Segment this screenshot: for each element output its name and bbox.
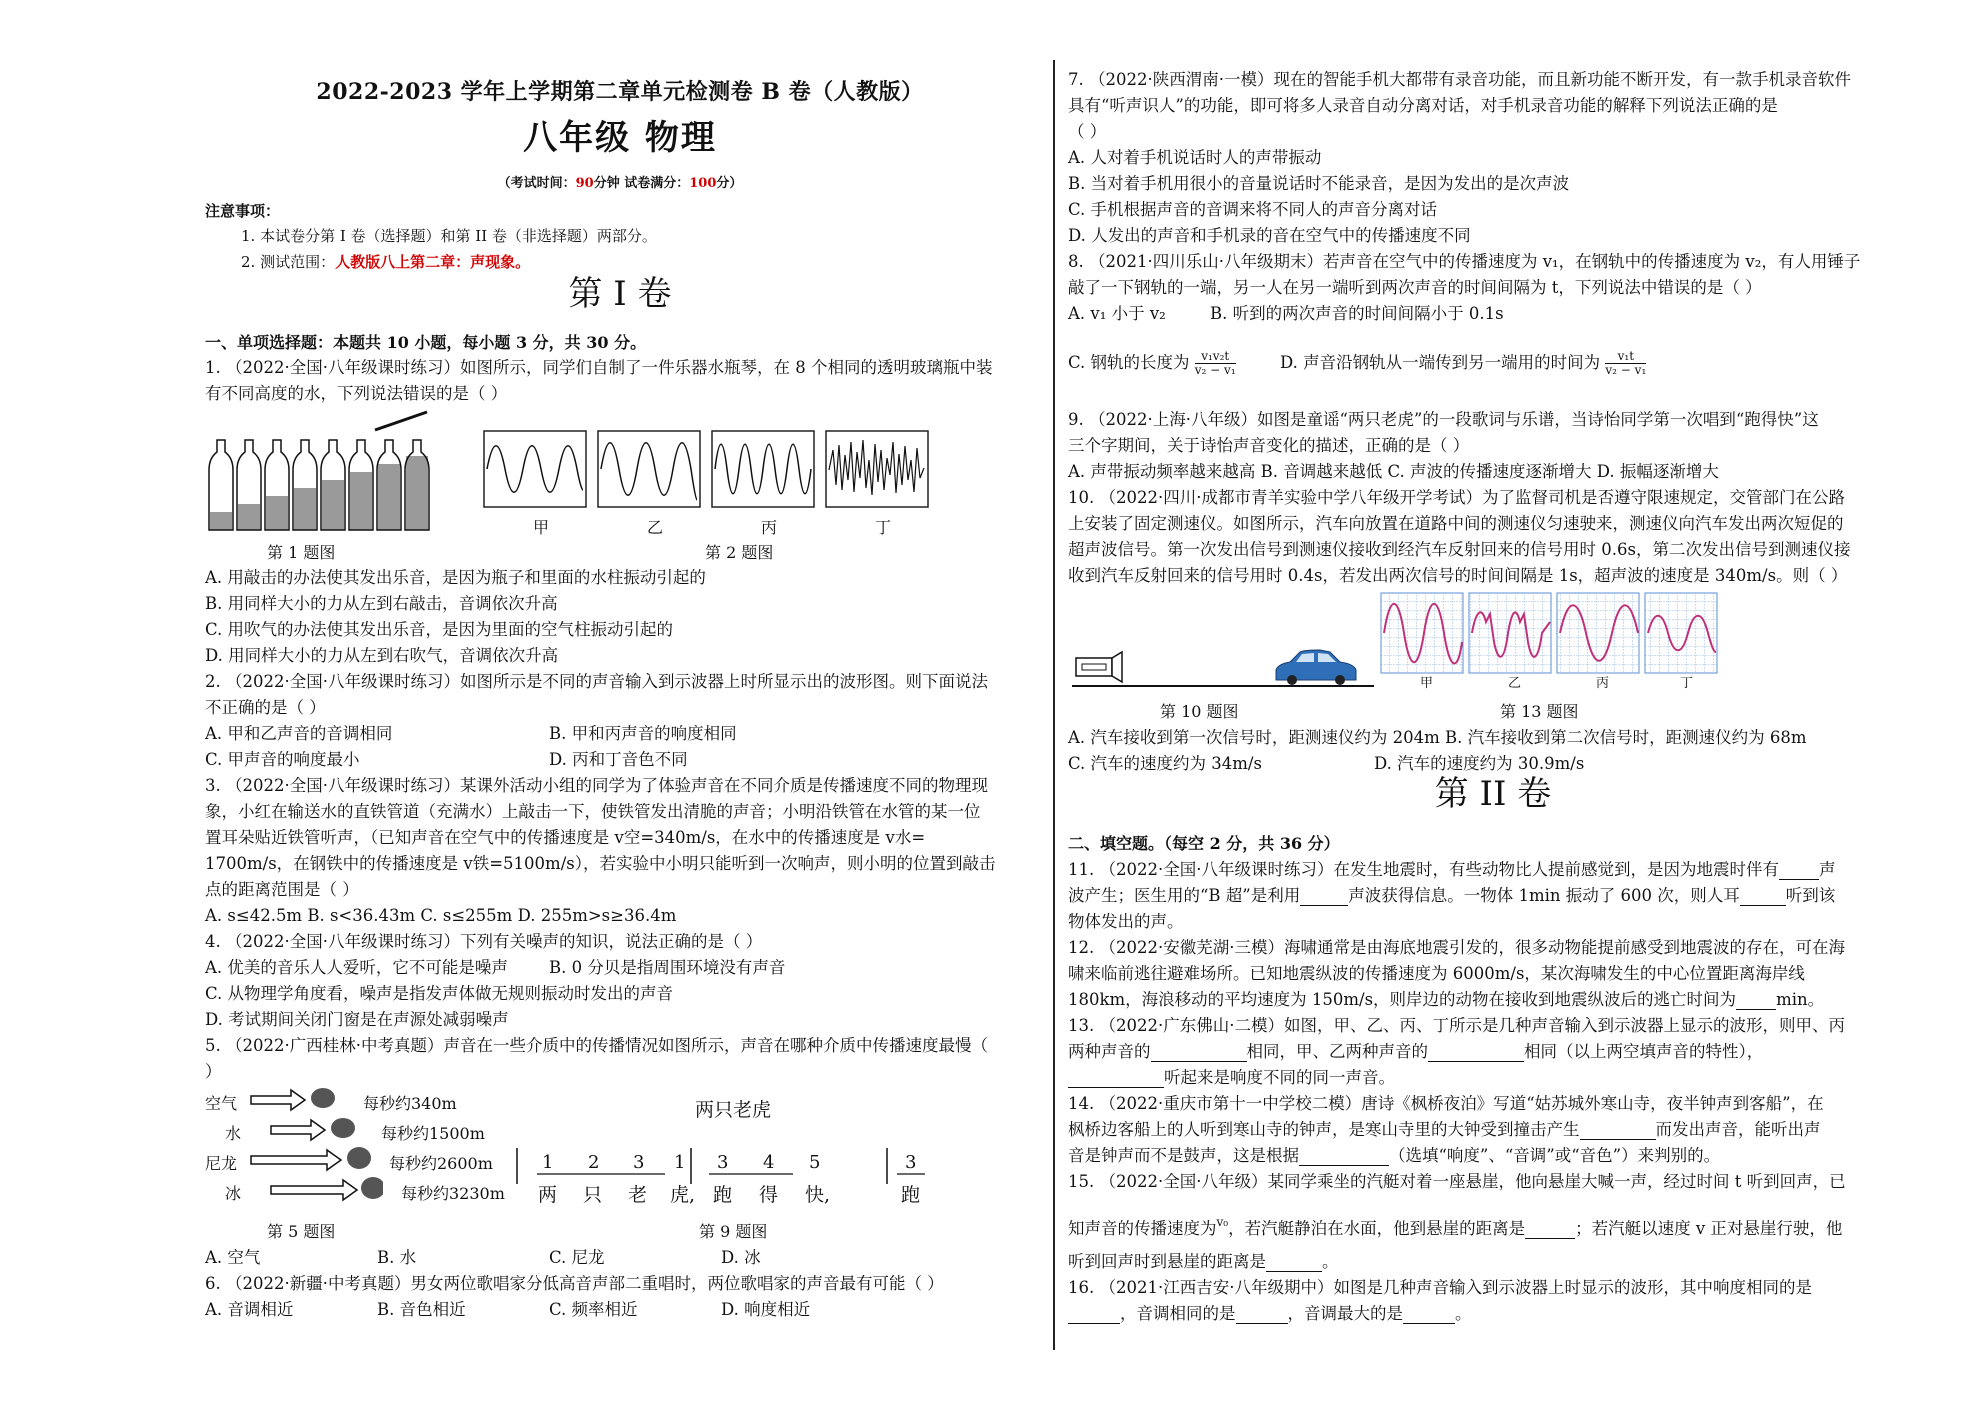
note-2: 2 [588, 1152, 600, 1173]
bottle-1 [209, 440, 233, 530]
q11-line-3: 物体发出的声。 [1068, 912, 1184, 931]
section-2-heading: 二、填空题。（每空 2 分，共 36 分） [1068, 834, 1340, 853]
fig13-label-bing: 丙 [1596, 676, 1610, 691]
q12-line-1: 12. （2022·安徽芜湖·三模）海啸通常是由海底地震引发的，很多动物能提前感受到地震波的存在，可在海 [1068, 938, 1845, 957]
q10-option-a: A. 汽车接收到第一次信号时，距测速仪约为 204m B. 汽车接收到第二次信号时，距测速仪约为 68m [1068, 728, 1807, 747]
fig2-label-bing: 丙 [761, 518, 778, 537]
q15-line-1: 15. （2022·全国·八年级）某同学乘坐的汽艇对着一座悬崖，他向悬崖大喊一声，经过时间 t 听到回声，已 [1068, 1172, 1846, 1191]
q3-line-4: 1700m/s，在钢铁中的传播速度是 v铁=5100m/s），若实验中小明只能听到一次响声，则小明的位置到敲击 [205, 854, 996, 873]
q3-line-5: 点的距离范围是（ ） [205, 880, 359, 899]
q2-line-1: 2. （2022·全国·八年级课时练习）如图所示是不同的声音输入到示波器上时所显示出的波形图。则下面说法 [205, 672, 988, 691]
q7-option-d: D. 人发出的声音和手机录的音在空气中的传播速度不同 [1068, 226, 1471, 245]
car-icon [1276, 650, 1356, 685]
exam-time-info: （考试时间：90分钟 试卷满分：100分） [497, 176, 743, 191]
q3-line-1: 3. （2022·全国·八年级课时练习）某课外活动小组的同学为了体验声音在不同介质是传播速度不同的物理现 [205, 776, 988, 795]
right-column [1068, 0, 1918, 1404]
q14-line-2: 枫桥边客船上的人听到寒山寺的钟声，是寒山寺里的大钟受到撞击产生 而发出声音，能听出声 [1068, 1120, 1821, 1139]
q1-figure-caption: 第 1 题图 [267, 543, 336, 562]
q8-option-b: B. 听到的两次声音的时间间隔小于 0.1s [1210, 304, 1504, 323]
q2-figure-caption: 第 2 题图 [705, 543, 774, 562]
q6-line-1: 6. （2022·新疆·中考真题）男女两位歌唱家分低高音声部二重唱时，两位歌唱家的声音最有可能（ ） [205, 1274, 944, 1293]
note-5: 3 [717, 1152, 729, 1173]
q7-option-b: B. 当对着手机用很小的音量说话时不能录音，是因为发出的是次声波 [1068, 174, 1570, 193]
column-divider [1053, 60, 1055, 1350]
lyric-6: 得 [759, 1184, 779, 1206]
notes-heading: 注意事项： [205, 202, 281, 220]
note-6: 4 [763, 1152, 775, 1173]
q2-option-b: B. 甲和丙声音的响度相同 [549, 724, 737, 743]
note-7: 5 [809, 1152, 821, 1173]
q7-line-1: 7. （2022·陕西渭南·一模）现在的智能手机大都带有录音功能，而且新功能不断开发，有一款手机录音软件 [1068, 70, 1851, 89]
q7-line-3: （ ） [1068, 122, 1107, 141]
q4-option-c: C. 从物理学角度看，噪声是指发声体做无规则振动时发出的声音 [205, 984, 674, 1003]
note-8: 3 [905, 1152, 917, 1173]
q14-line-3: 音是钟声而不是鼓声，这是根据 （选填“响度”、“音调”或“音色”）来判别的。 [1068, 1146, 1721, 1165]
q15-blank-2[interactable] [1266, 1256, 1322, 1272]
q5-option-d: D. 冰 [721, 1248, 761, 1267]
q14-blank-2[interactable] [1299, 1150, 1389, 1166]
wave-bing [715, 444, 811, 494]
q12-line-2: 啸来临前逃往避难场所。已知地震纵波的传播速度为 6000m/s，某次海啸发生的中心位置距离海岸线 [1068, 964, 1805, 983]
q3-line-2: 象，小红在输送水的直铁管道（充满水）上敲击一下，使铁管发出清脆的声音；小明沿铁管在水管的某一位 [205, 802, 981, 821]
volume-2-title: 第 II 卷 [1434, 774, 1552, 814]
q8-option-d: D. 声音沿钢轨从一端传到另一端用的时间为 $\frac{\text{v₁t}}{\text{v₂ − v₁}}$ [1280, 349, 1647, 377]
q4-option-d: D. 考试期间关闭门窗是在声源处减弱噪声 [205, 1010, 509, 1029]
q7-line-2: 具有“听声识人”的功能，即可将多人录音自动分离对话，对手机录音功能的解释下列说法正确的是 [1068, 96, 1778, 115]
waveforms-figure-2 [483, 430, 943, 540]
q7-option-c: C. 手机根据声音的音调来将不同人的声音分离对话 [1068, 200, 1438, 219]
q14-blank-1[interactable] [1580, 1124, 1656, 1140]
q10-line-1: 10. （2022·四川·成都市青羊实验中学八年级开学考试）为了监督司机是否遵守限速规定，交管部门在公路 [1068, 488, 1845, 507]
q13-figure-caption: 第 13 题图 [1500, 702, 1579, 721]
bottle-3 [265, 440, 289, 530]
q5-line-1: 5. （2022·广西桂林·中考真题）声音在一些介质中的传播情况如图所示，声音在哪种介质中传播速度最慢（ [205, 1036, 988, 1055]
q10-line-3: 超声波信号。第一次发出信号到测速仪接收到经汽车反射回来的信号用时 0.6s，第二次发出信号到测速仪接 [1068, 540, 1851, 559]
q13-line-2: 两种声音的 相同，甲、乙两种声音的 相同（以上两空填声音的特性）， [1068, 1042, 1764, 1061]
q14-line-1: 14. （2022·重庆市第十一中学校二模）唐诗《枫桥夜泊》写道“姑苏城外寒山寺，夜半钟声到客船”，在 [1068, 1094, 1824, 1113]
subject-title: 八年级 物理 [523, 118, 717, 158]
q9-line-2: 三个字期间，关于诗怡声音变化的描述，正确的是（ ） [1068, 436, 1470, 455]
q10-option-c: C. 汽车的速度约为 34m/s [1068, 754, 1262, 773]
medium-nylon: 尼龙 [205, 1154, 238, 1173]
q6-option-d: D. 响度相近 [721, 1300, 811, 1319]
q10-line-2: 上安装了固定测速仪。如图所示，汽车向放置在道路中间的测速仪匀速驶来，测速仪向汽车发出两次短促的 [1068, 514, 1844, 533]
speed-ice: 每秒约3230m [401, 1184, 505, 1203]
wave-yi [601, 443, 697, 500]
left-column [205, 0, 1035, 1404]
q12-blank[interactable] [1736, 994, 1776, 1010]
q1-option-a: A. 用敲击的办法使其发出乐音，是因为瓶子和里面的水柱振动引起的 [205, 568, 706, 587]
note-1: 1 [542, 1152, 554, 1173]
q2-option-c: C. 甲声音的响度最小 [205, 750, 360, 769]
fig13-label-ding: 丁 [1680, 676, 1694, 691]
fig2-label-yi: 乙 [647, 518, 664, 537]
lyric-7: 快, [805, 1184, 831, 1206]
medium-ice: 冰 [225, 1184, 242, 1203]
q8-line-2: 敲了一下钢轨的一端，另一人在另一端听到两次声音的时间间隔为 t，下列说法中错误的是（ ） [1068, 278, 1762, 297]
q12-line-3: 180km，海浪移动的平均速度为 150m/s，则岸边的动物在接收到地震纵波后的逃亡时间为 min。 [1068, 990, 1825, 1009]
exam-title: 2022-2023 学年上学期第二章单元检测卷 B 卷（人教版） [316, 79, 924, 105]
notes-item-2: 2. 测试范围：人教版八上第二章：声现象。 [241, 253, 531, 271]
lyric-3: 老 [628, 1184, 648, 1206]
q2-option-a: A. 甲和乙声音的音调相同 [205, 724, 393, 743]
q15-v0-symbol: v₀ [1216, 1215, 1229, 1229]
q6-option-c: C. 频率相近 [549, 1300, 638, 1319]
fig13-label-yi: 乙 [1508, 676, 1522, 691]
q1-option-d: D. 用同样大小的力从左到右吹气，音调依次升高 [205, 646, 559, 665]
fig2-label-jia: 甲 [533, 518, 550, 537]
q5-figure-caption: 第 5 题图 [267, 1222, 336, 1241]
bottles-figure [205, 408, 445, 538]
q1-line-2: 有不同高度的水，下列说法错误的是（ ） [205, 384, 508, 403]
q1-option-c: C. 用吹气的办法使其发出乐音，是因为里面的空气柱振动引起的 [205, 620, 674, 639]
q5-option-b: B. 水 [377, 1248, 417, 1267]
lyric-5: 跑 [713, 1184, 733, 1206]
q9-options: A. 声带振动频率越来越高 B. 音调越来越低 C. 声波的传播速度逐渐增大 D. 振幅逐渐增大 [1068, 462, 1719, 481]
q1-line-1: 1. （2022·全国·八年级课时练习）如图所示，同学们自制了一件乐器水瓶琴，在 8 个相同的透明玻璃瓶中装 [205, 358, 993, 377]
sound-media-arrows [243, 1088, 383, 1212]
section-1-heading: 一、单项选择题：本题共 10 小题，每小题 3 分，共 30 分。 [205, 333, 647, 352]
q16-blank-2[interactable] [1236, 1308, 1288, 1324]
q9-line-1: 9. （2022·上海·八年级）如图是童谣“两只老虎”的一段歌词与乐谱，当诗怡同学第一次唱到“跑得快”这 [1068, 410, 1819, 429]
q11-blank-3[interactable] [1740, 890, 1786, 906]
bottle-8 [405, 440, 429, 530]
bottle-5 [321, 440, 345, 530]
bottle-4 [293, 440, 317, 530]
note-3: 3 [633, 1152, 645, 1173]
q4-line-1: 4. （2022·全国·八年级课时练习）下列有关噪声的知识，说法正确的是（ ） [205, 932, 763, 951]
q13-blank-3[interactable] [1068, 1072, 1164, 1088]
q13-line-3: 听起来是响度不同的同一声音。 [1068, 1068, 1395, 1088]
fig2-label-ding: 丁 [875, 518, 892, 537]
q15-blank-1[interactable] [1525, 1223, 1575, 1239]
lyric-8: 跑 [901, 1184, 921, 1206]
q5-line-2: ） [205, 1062, 222, 1081]
q11-blank-1[interactable] [1779, 864, 1819, 880]
q5-option-a: A. 空气 [205, 1248, 261, 1267]
q5-option-c: C. 尼龙 [549, 1248, 605, 1267]
q3-line-3: 置耳朵贴近铁管听声，（已知声音在空气中的传播速度是 v空=340m/s，在水中的传播速度是 v水= [205, 828, 926, 847]
q7-option-a: A. 人对着手机说话时人的声带振动 [1068, 148, 1322, 167]
lyric-1: 两 [538, 1184, 558, 1206]
q16-line-2: ，音调相同的是 ，音调最大的是 。 [1068, 1304, 1472, 1324]
notes-item-1: 1. 本试卷分第 I 卷（选择题）和第 II 卷（非选择题）两部分。 [241, 227, 657, 245]
q11-blank-2[interactable] [1300, 890, 1348, 906]
speed-air: 每秒约340m [363, 1094, 457, 1113]
bottle-7 [377, 440, 401, 530]
wave-jia [487, 446, 583, 493]
q3-options: A. s≤42.5m B. s<36.43m C. s≤255m D. 255m>s≥36.4m [205, 906, 677, 925]
q8-option-c: C. 钢轨的长度为 $\frac{\text{v₁v₂t}}{\text{v₂ − v₁}}$ [1068, 349, 1236, 377]
fig13-label-jia: 甲 [1420, 676, 1434, 691]
q2-line-2: 不正确的是（ ） [205, 698, 326, 717]
bottle-2 [237, 440, 261, 530]
q6-option-a: A. 音调相近 [205, 1300, 294, 1319]
q4-option-a: A. 优美的音乐人人爱听，它不可能是噪声 [205, 958, 508, 977]
q10-option-d: D. 汽车的速度约为 30.9m/s [1374, 754, 1585, 773]
volume-1-title: 第 I 卷 [568, 274, 672, 314]
q11-line-2: 波产生；医生用的“B 超”是利用 声波获得信息。一物体 1min 振动了 600 次，则人耳 听到该 [1068, 886, 1836, 905]
note-4: 1 [674, 1152, 686, 1173]
bottle-6 [349, 440, 373, 530]
q6-option-b: B. 音色相近 [377, 1300, 466, 1319]
q13-blank-1[interactable] [1151, 1046, 1247, 1062]
q15-line-2: 知声音的传播速度为$^{v_0}$，若汽艇静泊在水面，他到悬崖的距离是 ；若汽艇以速度 v 正对悬崖行驶，他 [1068, 1215, 1843, 1238]
medium-air: 空气 [205, 1094, 238, 1113]
q15-line-3: 听到回声时到悬崖的距离是 。 [1068, 1252, 1339, 1271]
q16-line-1: 16. （2021·江西吉安·八年级期中）如图是几种声音输入到示波器上时显示的波形，其中响度相同的是 [1068, 1278, 1812, 1297]
q8-option-a: A. v₁ 小于 v₂ [1068, 304, 1166, 323]
q11-line-1: 11. （2022·全国·八年级课时练习）在发生地震时，有些动物比人提前感觉到，是因为地震时伴有 声 [1068, 860, 1836, 879]
q10-line-4: 收到汽车反射回来的信号用时 0.4s，若发出两次信号的时间间隔是 1s，超声波的速度是 340m/s。则（ ） [1068, 566, 1848, 585]
q10-figure-caption: 第 10 题图 [1160, 702, 1239, 721]
lyric-2: 只 [583, 1184, 603, 1206]
q2-option-d: D. 丙和丁音色不同 [549, 750, 688, 769]
q13-line-1: 13. （2022·广东佛山·二模）如图，甲、乙、丙、丁所示是几种声音输入到示波器上显示的波形，则甲、丙 [1068, 1016, 1845, 1035]
q1-option-b: B. 用同样大小的力从左到右敲击，音调依次升高 [205, 594, 558, 613]
wave-ding [829, 440, 924, 495]
lyric-4: 虎, [670, 1184, 696, 1206]
speed-water: 每秒约1500m [381, 1124, 485, 1143]
q4-option-b: B. 0 分贝是指周围环境没有声音 [549, 958, 786, 977]
q9-figure-caption: 第 9 题图 [699, 1222, 768, 1241]
q8-line-1: 8. （2021·四川乐山·八年级期末）若声音在空气中的传播速度为 v₁，在钢轨中的传播速度为 v₂，有人用锤子 [1068, 252, 1861, 271]
q16-blank-3[interactable] [1403, 1308, 1455, 1324]
medium-water: 水 [225, 1124, 242, 1143]
speed-nylon: 每秒约2600m [389, 1154, 493, 1173]
speed-camera-figure [1068, 636, 1378, 692]
q13-blank-2[interactable] [1428, 1046, 1524, 1062]
q16-blank-1[interactable] [1068, 1308, 1120, 1324]
song-title: 两只老虎 [695, 1099, 772, 1121]
